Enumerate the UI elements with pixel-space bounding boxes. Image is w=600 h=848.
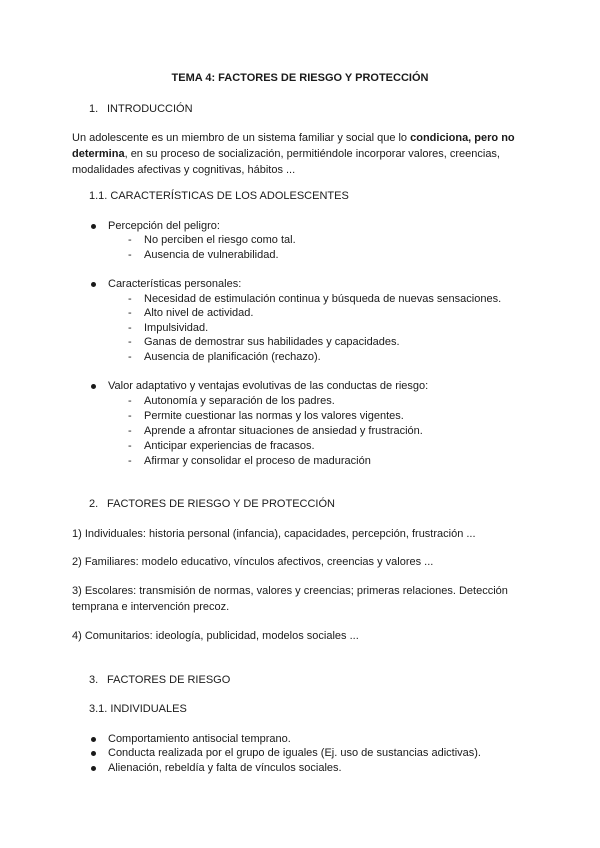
list-item: Afirmar y consolidar el proceso de maduración (144, 455, 371, 467)
section-3-number: 3. (89, 674, 99, 686)
subsection-3-1-heading: 3.1. INDIVIDUALES (89, 703, 187, 715)
list-item: Permite cuestionar las normas y los valores vigentes. (144, 410, 404, 422)
intro-text-bold: condiciona, pero no determina (72, 132, 515, 160)
factor-family: 2) Familiares: modelo educativo, vínculos afectivos, creencias y valores ... (72, 556, 434, 568)
list-item: Conducta realizada por el grupo de iguales (Ej. uso de sustancias adictivas). (108, 747, 481, 759)
list-item: Ausencia de vulnerabilidad. (144, 249, 279, 261)
section-3-heading: FACTORES DE RIESGO (107, 674, 231, 686)
factor-community: 4) Comunitarios: ideología, publicidad, modelos sociales ... (72, 630, 359, 642)
intro-text-start: Un adolescente es un miembro de un sistema familiar y social que lo (72, 132, 411, 144)
dash: - (128, 425, 132, 437)
dash: - (128, 455, 132, 467)
dash: - (128, 395, 132, 407)
bullet-dot (91, 766, 96, 771)
document-title: TEMA 4: FACTORES DE RIESGO Y PROTECCIÓN (171, 72, 429, 84)
bullet-dot (91, 224, 96, 229)
dash: - (128, 440, 132, 452)
list-item: Ausencia de planificación (rechazo). (144, 351, 321, 363)
list-item: Aprende a afrontar situaciones de ansiedad y frustración. (144, 425, 423, 437)
section-1-heading: INTRODUCCIÓN (107, 103, 193, 115)
dash: - (128, 234, 132, 246)
dash: - (128, 293, 132, 305)
dash: - (128, 351, 132, 363)
dash: - (128, 307, 132, 319)
bullet-dot (91, 282, 96, 287)
dash: - (128, 410, 132, 422)
section-1-number: 1. (89, 103, 99, 115)
list-item: Comportamiento antisocial temprano. (108, 733, 291, 745)
dash: - (128, 322, 132, 334)
list-item: Impulsividad. (144, 322, 209, 334)
list-item: Anticipar experiencias de fracasos. (144, 440, 315, 452)
intro-paragraph (72, 130, 542, 178)
section-2-heading: FACTORES DE RIESGO Y DE PROTECCIÓN (107, 498, 335, 510)
subsection-1-1-heading: 1.1. CARACTERÍSTICAS DE LOS ADOLESCENTES (89, 190, 349, 202)
list-item: Autonomía y separación de los padres. (144, 395, 335, 407)
intro-text-end: , en su proceso de socialización, permitiéndole incorporar valores, creencias, modalidades afectivas y cognitivas, hábitos ... (72, 148, 500, 176)
group-label-adaptive: Valor adaptativo y ventajas evolutivas de las conductas de riesgo: (108, 380, 429, 392)
factor-school: 3) Escolares: transmisión de normas, valores y creencias; primeras relaciones. Detección temprana e intervención precoz. (72, 585, 508, 613)
list-item: No perciben el riesgo como tal. (144, 234, 296, 246)
list-item: Necesidad de estimulación continua y búsqueda de nuevas sensaciones. (144, 293, 502, 305)
group-label-perception: Percepción del peligro: (108, 220, 220, 232)
list-item: Alienación, rebeldía y falta de vínculos sociales. (108, 762, 342, 774)
list-item: Alto nivel de actividad. (144, 307, 254, 319)
bullet-dot (91, 751, 96, 756)
section-2-number: 2. (89, 498, 99, 510)
dash: - (128, 249, 132, 261)
dash: - (128, 336, 132, 348)
group-label-personal: Características personales: (108, 278, 242, 290)
list-item: Ganas de demostrar sus habilidades y capacidades. (144, 336, 400, 348)
bullet-dot (91, 384, 96, 389)
factor-individual: 1) Individuales: historia personal (infancia), capacidades, percepción, frustración ... (72, 528, 476, 540)
bullet-dot (91, 737, 96, 742)
